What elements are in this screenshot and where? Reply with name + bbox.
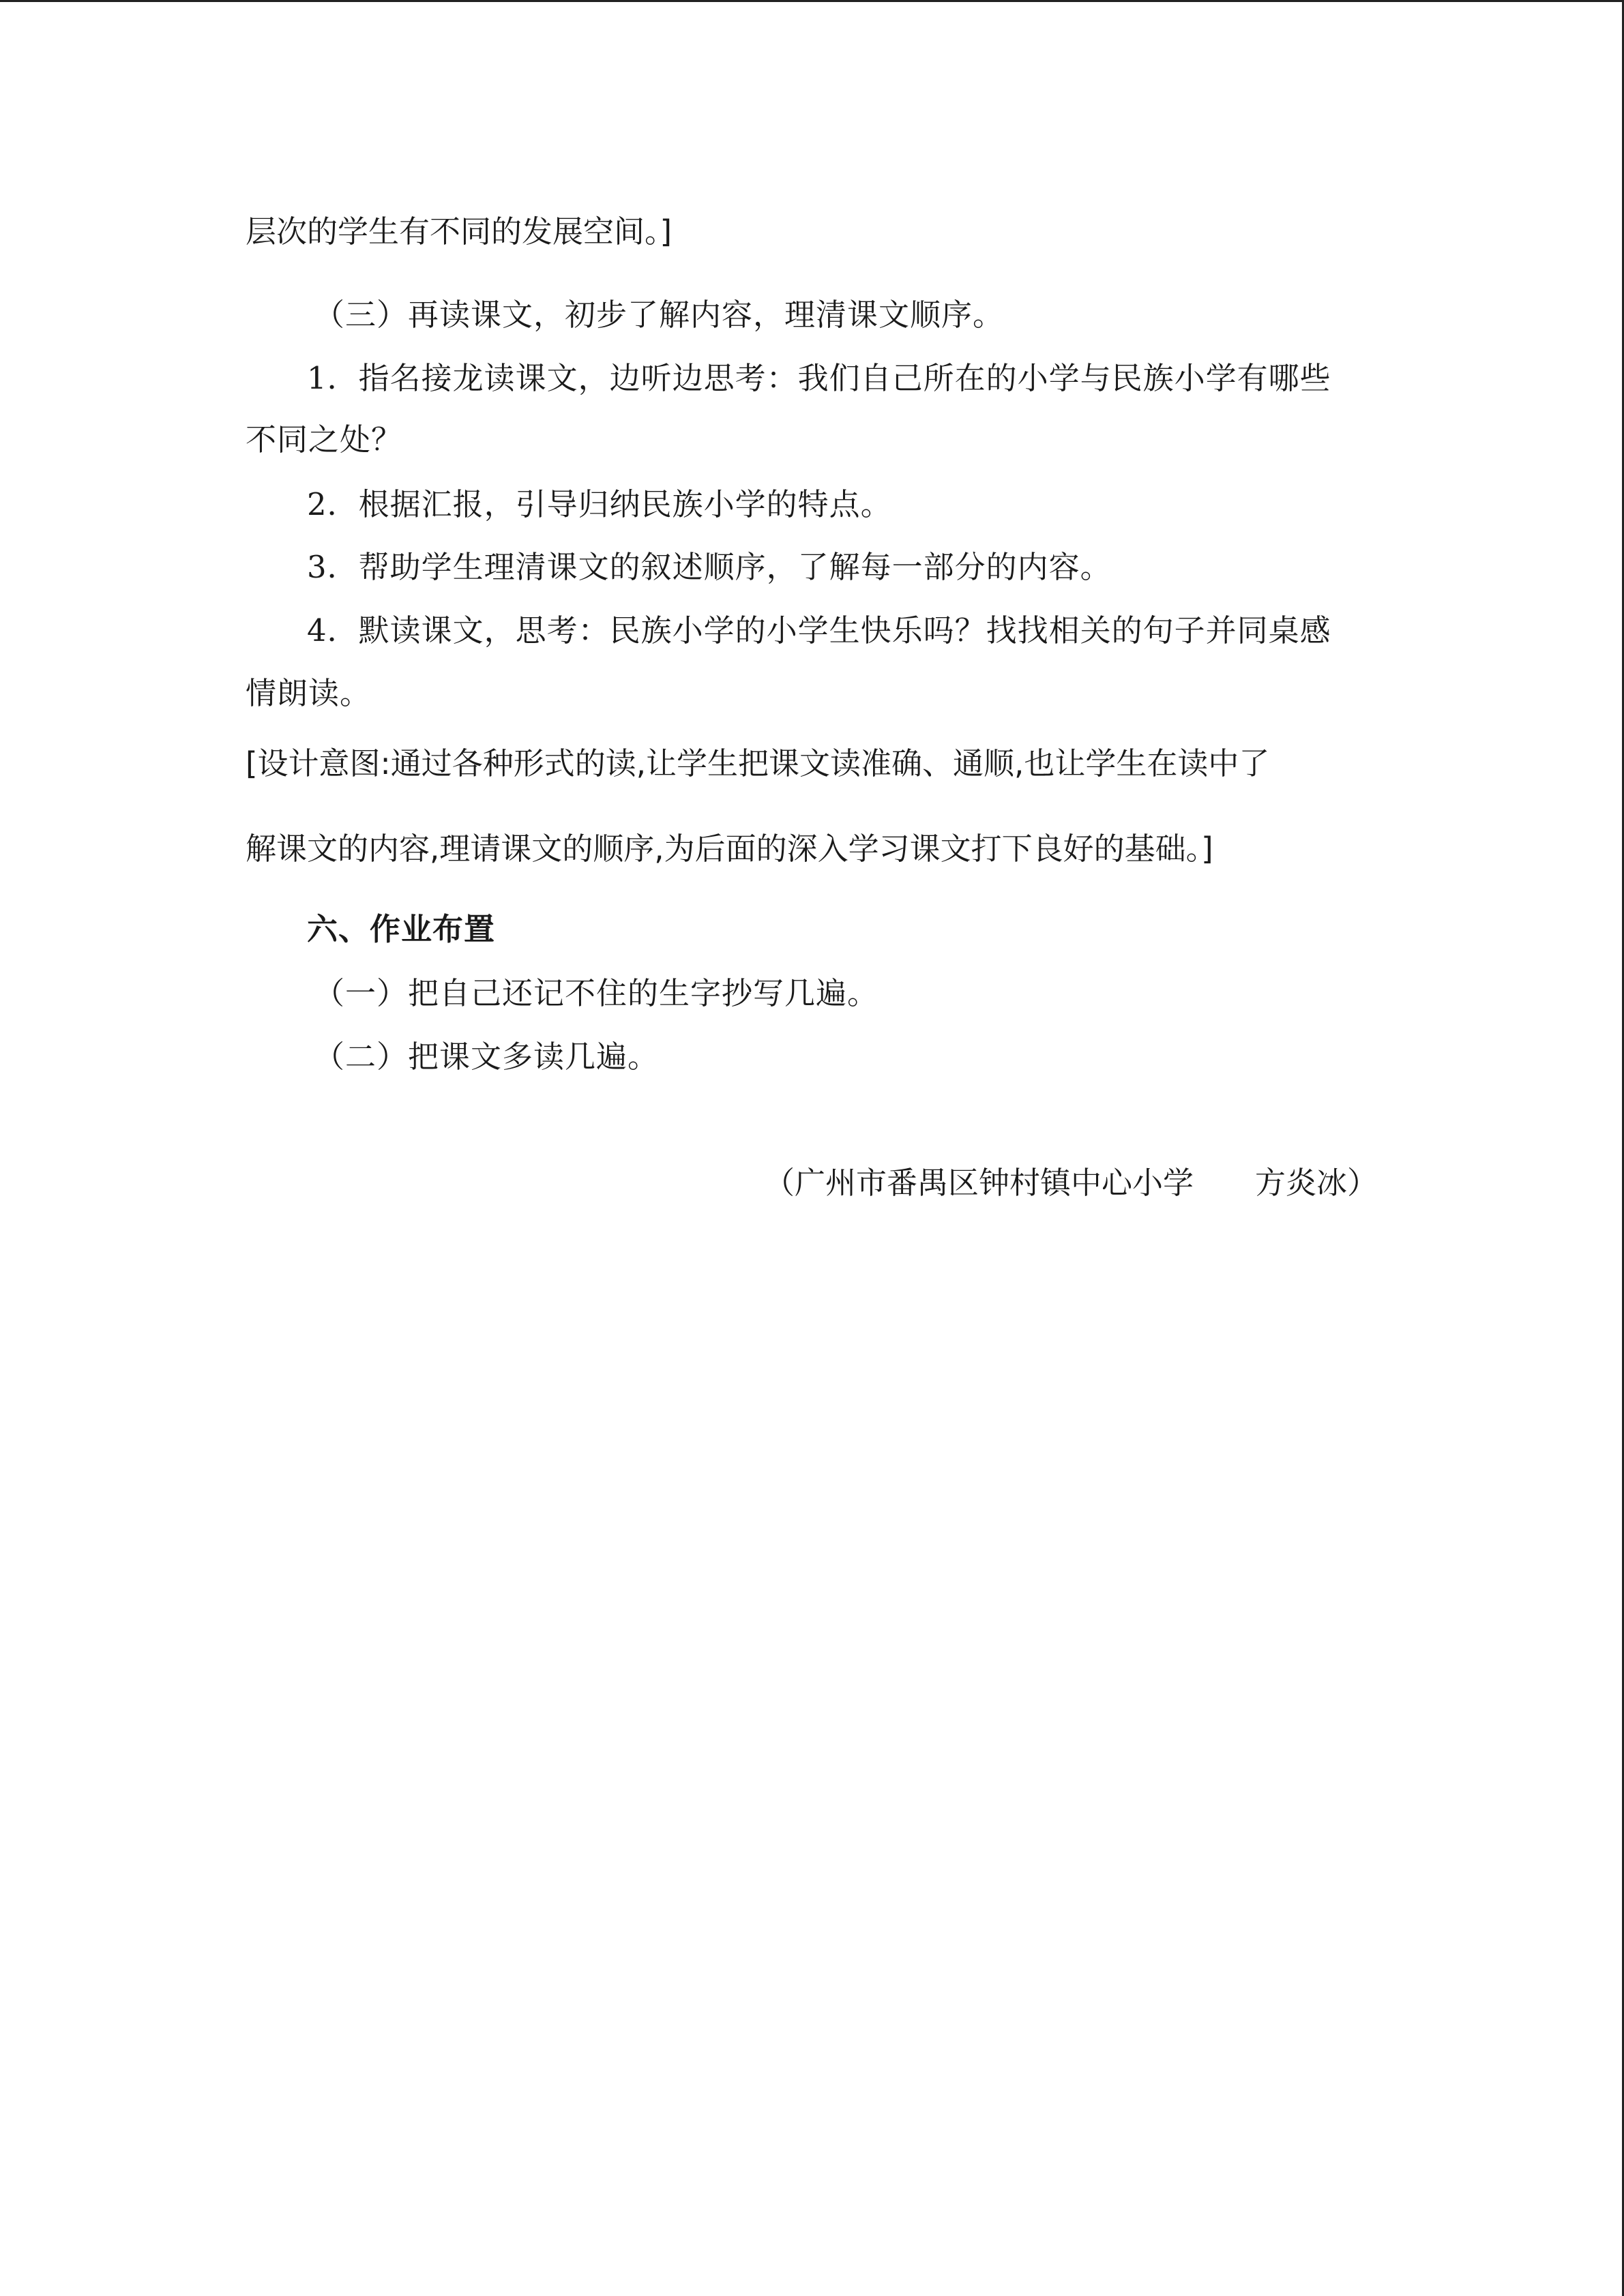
step-1-line-2: 不同之处？ bbox=[246, 421, 403, 458]
design-intent-line-1: [设计意图:通过各种形式的读,让学生把课文读准确、通顺,也让学生在读中了 bbox=[246, 745, 1270, 781]
step-1-line-1: 1．指名接龙读课文，边听边思考：我们自己所在的小学与民族小学有哪些 bbox=[307, 360, 1331, 396]
section-three-heading: （三）再读课文，初步了解内容，理清课文顺序。 bbox=[314, 297, 1005, 333]
section-six-heading: 六、作业布置 bbox=[307, 911, 496, 947]
homework-item-1: （一）把自己还记不住的生字抄写几遍。 bbox=[314, 975, 879, 1011]
step-3: 3．帮助学生理清课文的叙述顺序，了解每一部分的内容。 bbox=[307, 549, 1112, 585]
author-signature: （广州市番禺区钟村镇中心小学 方炎冰） bbox=[763, 1165, 1378, 1201]
page-top-border bbox=[0, 0, 1624, 2]
homework-item-2: （二）把课文多读几遍。 bbox=[314, 1039, 660, 1075]
design-intent-continuation: 层次的学生有不同的发展空间。] bbox=[246, 213, 673, 250]
step-4-line-2: 情朗读。 bbox=[246, 675, 372, 711]
design-intent-line-2: 解课文的内容,理请课文的顺序,为后面的深入学习课文打下良好的基础。] bbox=[246, 831, 1213, 867]
step-4-line-1: 4．默读课文，思考：民族小学的小学生快乐吗？找找相关的句子并同桌感 bbox=[307, 612, 1331, 648]
step-2: 2．根据汇报，引导归纳民族小学的特点。 bbox=[307, 486, 892, 522]
